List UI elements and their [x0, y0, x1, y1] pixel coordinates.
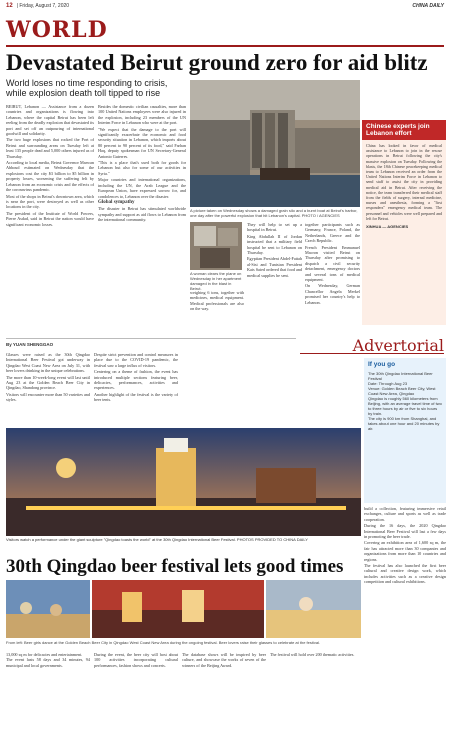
- paragraph: "We expect that the damage to the port will significantly exacerbate the economic and food security situation in Lebanon, which imports about 80 percent to 90 percent of its food," said Farhan Haq, deputy spokesman for UN Secretary-General Antonio Guterres.: [98, 126, 186, 159]
- page-number: 12: [6, 3, 13, 9]
- bottom-photo-2: [92, 580, 264, 638]
- apartment-photo-caption: A woman clears the plane on Wednesday in her apartment damaged in the blast in Beirut.: [190, 271, 242, 291]
- paragraph: King Abdullah II of Jordan instructed that a military field hospital be sent to Lebanon on Thursday.: [247, 233, 302, 256]
- paragraph: "This is a place that's used both for goods for Lebanon but also for some of our activities in Syria.": [98, 160, 186, 176]
- paragraph: According to local media, Beirut Governor Marwan Abboud estimated on Wednesday that the explosions cost the city $3 billion to $5 billion in property losses, worsening the suffering felt by Lebanon from an economic crisis and the effects of the coronavirus pandemic.: [6, 160, 94, 193]
- paragraph: They will help to set up a hospital in Beirut.: [247, 222, 302, 233]
- paragraph: The two huge explosions that rocked the Port of Beirut and surrounding areas on Tuesday left at least 135 people dead and 5,000 others injured as of Thursday.: [6, 137, 94, 159]
- paragraph: BEIRUT, Lebanon — Assistance from a dozen countries and organizations is flowing into Lebanon, where the capital Beirut has been left reeling from the deadly explosion that devastated its port and set off an outpouring of international goodwill and solidarity.: [6, 104, 94, 137]
- beirut-port-photo: [190, 80, 360, 207]
- paragraph: During the 16 days, the 2020 Qingdao International Beer Festival will last a few days in promoting the beer trade.: [364, 523, 446, 540]
- paragraph: 13,000 sq m for delicacies and entertainment. The event lasts 58 days and 34 minutes, 94 municipal and local governments.: [6, 652, 90, 668]
- issue-date: | Friday, August 7, 2020: [16, 3, 70, 9]
- paragraph: Most of the shops in Beirut's downtown area, which is near the port, were destroyed as well as other locations in the city.: [6, 193, 94, 210]
- advertorial-label: Advertorial: [300, 338, 444, 354]
- article-column-1: [6, 104, 94, 336]
- paragraph: Visitors will encounter more than 50 varieties and styles.: [6, 391, 90, 403]
- sidebar-text: China has looked in favor of medical assistance to Lebanon to join in the rescue operations in Beirut following the city's massive explosion on Tuesday. Following the blasts, the 18th Chinese peacekeeping medical team to Lebanon received an order from the United Nations Interim Force in Lebanon to send staff to assist the city in providing medical aid in Beirut. After receiving the notice, the team transferred their medical staff from the fields of surgery, internal medicine, nurses and anesthesia, forming a "first responders" emergency medical team. The personnel and vehicles were well prepared and left for Beirut.: [366, 143, 442, 221]
- paragraph: The disaster in Beirut has stimulated worldwide sympathy and support as aid flows to Lebanon from the international community.: [98, 206, 186, 223]
- apartment-photo: [190, 222, 242, 270]
- beer-headline: 30th Qingdao beer festival lets good times: [6, 556, 344, 577]
- paragraph: French President Emmanuel Macron visited Beirut on Thursday after promising to dispatch a civil security detachment, emergency doctors and several tons of medical equipment.: [305, 244, 360, 283]
- paragraph: The database shows will be inspired by beer culture, and showcase the works of seven of the winners of the Beijing Award.: [182, 652, 266, 668]
- if-you-go-title: If you go: [368, 361, 396, 368]
- paragraph: Major countries and international organizations, including the UN, the Arab League and the European Union, have expressed sorrow for, and condolences to, Lebanon over the disaster.: [98, 177, 186, 199]
- paragraph: Besides the domestic civilian casualties, more than 100 United Nations employees were also injured in the explosion, including 23 members of the UN Interim Force in Lebanon who were at the port.: [98, 104, 186, 126]
- paragraph: Egyptian President Abdel-Fattah al-Sisi and Tunisian President Kais Saied ordered that food and medical supplies be sent.: [247, 256, 302, 278]
- paragraph: The festival will hold over 200 thematic activities.: [270, 652, 355, 657]
- paragraph: together participants such as Germany, France, Poland, the Netherlands, Greece and the Czech Republic.: [305, 222, 360, 244]
- bottom-column-1: [6, 652, 90, 740]
- article-column-2: [98, 104, 186, 336]
- paragraph: During the event, the beer city will host about 100 activities incorporating cultural performances, fashion shows and concerts.: [94, 652, 178, 668]
- article-column-5: [305, 222, 360, 336]
- paragraph: Centering on a theme of fashion, the event has introduced multiple sections featuring beer, delicacies, performances, activities and experiences.: [94, 369, 178, 391]
- if-you-go-text: The 30th Qingdao International Beer Festival Date: Through Aug 23 Venue: Golden Beach Beer City, West Coast New Area, Qingdao Qingdao is roughly 560 kilometers from Beijing, with an average travel time of two to three hours by air or five to six hours by train. The city is 900 km from Shanghai, and takes about one hour and 20 minutes by air.: [368, 371, 442, 431]
- paper-name: CHINA DAILY: [412, 3, 444, 9]
- sidebar-title: Chinese experts join Lebanon effort: [362, 120, 446, 140]
- section-title: WORLD: [6, 13, 444, 47]
- main-headline: Devastated Beirut ground zero for aid blitz: [6, 50, 428, 75]
- paragraph: The more than 10-week-long event will last until Aug 23 at the Golden Beach Beer City in Qingdao, Shandong province.: [6, 374, 90, 391]
- paragraph: Despite strict prevention and control measures in place due to the COVID-19 pandemic, the festival saw a large influx of visitors.: [94, 352, 178, 368]
- article-column-4: [247, 222, 302, 336]
- paragraph: Another highlight of the festival is the variety of beer tents.: [94, 391, 178, 403]
- subhead: Global sympathy: [98, 199, 135, 205]
- beer-right-column: [364, 506, 446, 741]
- paragraph: build a collection, featuring immersive retail exchanges, culture and sports as well as trade cooperation.: [364, 506, 446, 522]
- bottom-photo-3: [266, 580, 361, 638]
- paragraph: The festival has also launched the first beer cultural and creative design work, which includes activities such as a creative design competition and cultural exhibitions.: [364, 563, 446, 585]
- paragraph: weighing 6 tons, together with medicines, medical equipment. Medical professionals are also on the way.: [190, 290, 244, 312]
- if-you-go-box: [364, 358, 446, 503]
- article-column-3: [190, 290, 244, 336]
- page-header: [0, 0, 450, 12]
- deck-subheadline: World loses no time responding to crisis, while explosion death toll tipped to rise: [6, 78, 168, 98]
- divider: [6, 338, 296, 339]
- bottom-column-4: [270, 652, 360, 740]
- chinese-experts-sidebar: [362, 120, 446, 325]
- paragraph: On Wednesday, German Chancellor Angela Merkel promised her country's help to Lebanon.: [305, 283, 360, 305]
- beer-photo-caption: Visitors watch a performance under the giant sculpture "Qingdao toasts the world" at the 30th Qingdao International Beer Festival. PHOTOS PROVIDED TO CHINA DAILY: [6, 537, 308, 542]
- paragraph: Glasses were raised as the 30th Qingdao International Beer Festival got underway in Qingdao West Coast New Area on July 31, with beer lovers drinking in the unique celebrations.: [6, 352, 90, 374]
- bottom-photo-1: [6, 580, 90, 638]
- byline: By YUAN SHENGGAO: [6, 342, 54, 347]
- bottom-column-2: [94, 652, 178, 740]
- beer-festival-photo: [6, 428, 361, 536]
- paragraph: The president of the Institute of World Powers, Pierre Asdad, said in Beirut the nation would have significant economic losses.: [6, 210, 94, 227]
- bottom-caption: From left: Beer girls dance at the Golden Beach Beer City in Qingdao West Coast New Area during the ongoing festival. Beer lovers raise their glasses to celebrate at the festival.: [6, 640, 321, 645]
- bottom-column-3: [182, 652, 266, 740]
- sidebar-byline: XINHUA — AGENCIES: [366, 224, 409, 230]
- beirut-photo-caption: A picture taken on Wednesday shows a damaged grain silo and a burnt boat at Beirut's harbor, one day after the powerful explosion that hit Lebanon's capital. PHOTO / AGENCIES: [190, 208, 358, 218]
- paragraph: Covering an exhibition area of 1,600 sq m, the fair has attracted more than 30 companies and organizations from more than 10 countries and regions.: [364, 540, 446, 562]
